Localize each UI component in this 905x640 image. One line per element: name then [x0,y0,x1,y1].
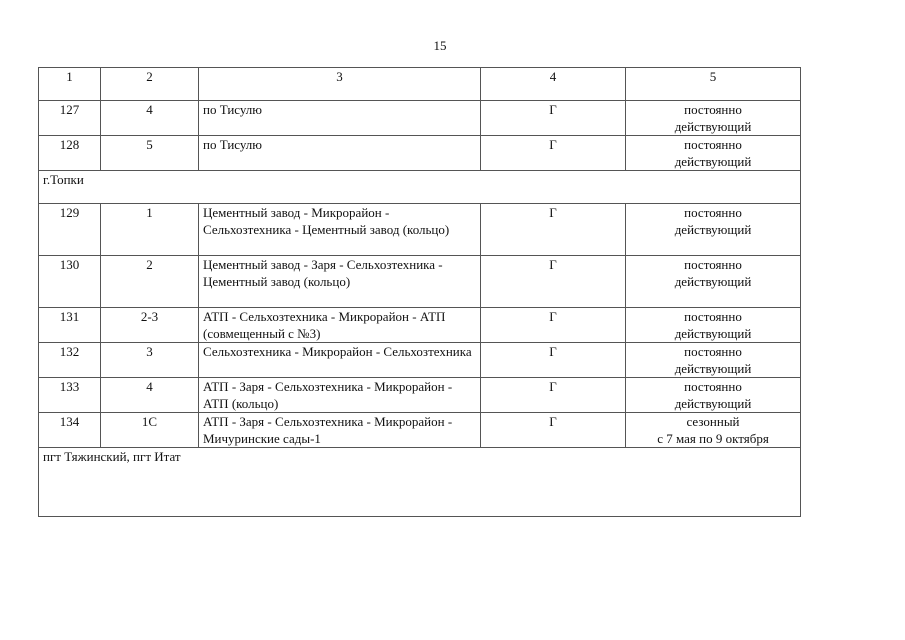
section-row [39,171,801,204]
route-kind: Г [481,204,626,256]
header-col-5: 5 [626,68,801,101]
route-number: 1 [101,204,199,256]
route-kind: Г [481,136,626,171]
table-row [39,343,801,378]
table-row [39,378,801,413]
route-path: АТП - Сельхозтехника - Микрорайон - АТП (совмещенный с №3) [199,308,481,343]
route-path: Цементный завод - Микрорайон - Сельхозтехника - Цементный завод (кольцо) [199,204,481,256]
status-line: сезонный [686,414,740,429]
route-kind: Г [481,256,626,308]
row-number: 132 [39,343,101,378]
section-row [39,448,801,517]
status-line: постоянно [684,344,742,359]
route-kind: Г [481,308,626,343]
table-row [39,308,801,343]
route-status [626,256,801,308]
status-line: постоянно [684,137,742,152]
status-line: действующий [674,222,752,237]
route-status [626,204,801,256]
table-row [39,204,801,256]
status-line: действующий [674,119,752,134]
route-path: по Тисулю [199,136,481,171]
table-row [39,136,801,171]
route-path: АТП - Заря - Сельхозтехника - Микрорайон - Мичуринские сады-1 [199,413,481,448]
row-number: 134 [39,413,101,448]
section-label: г.Топки [39,171,801,204]
status-line: действующий [674,154,752,169]
header-col-1: 1 [39,68,101,101]
status-line: с 7 мая по 9 октября [657,431,769,446]
route-path: Сельхозтехника - Микрорайон - Сельхозтехника [199,343,481,378]
row-number: 127 [39,101,101,136]
route-status [626,101,801,136]
row-number: 128 [39,136,101,171]
table-row [39,413,801,448]
route-number: 2 [101,256,199,308]
status-line: постоянно [684,205,742,220]
route-kind: Г [481,101,626,136]
status-line: действующий [674,326,752,341]
route-path: по Тисулю [199,101,481,136]
status-line: действующий [674,361,752,376]
row-number: 133 [39,378,101,413]
table-header-row [39,68,801,101]
row-number: 131 [39,308,101,343]
route-status [626,136,801,171]
row-number: 130 [39,256,101,308]
status-line: постоянно [684,257,742,272]
status-line: действующий [674,274,752,289]
status-line: постоянно [684,309,742,324]
route-number: 4 [101,378,199,413]
row-number: 129 [39,204,101,256]
table-row [39,101,801,136]
route-number: 5 [101,136,199,171]
route-status [626,308,801,343]
status-line: постоянно [684,379,742,394]
routes-table [38,67,801,517]
status-line: постоянно [684,102,742,117]
route-status [626,413,801,448]
status-line: действующий [674,396,752,411]
route-status [626,343,801,378]
page-number: 15 [433,38,447,53]
route-kind: Г [481,343,626,378]
route-number: 3 [101,343,199,378]
route-path: АТП - Заря - Сельхозтехника - Микрорайон - АТП (кольцо) [199,378,481,413]
header-col-2: 2 [101,68,199,101]
route-kind: Г [481,378,626,413]
route-status [626,378,801,413]
header-col-3: 3 [199,68,481,101]
route-kind: Г [481,413,626,448]
table-row [39,256,801,308]
route-path: Цементный завод - Заря - Сельхозтехника - Цементный завод (кольцо) [199,256,481,308]
section-label: пгт Тяжинский, пгт Итат [39,448,801,517]
header-col-4: 4 [481,68,626,101]
route-number: 1С [101,413,199,448]
route-number: 4 [101,101,199,136]
route-number: 2-3 [101,308,199,343]
